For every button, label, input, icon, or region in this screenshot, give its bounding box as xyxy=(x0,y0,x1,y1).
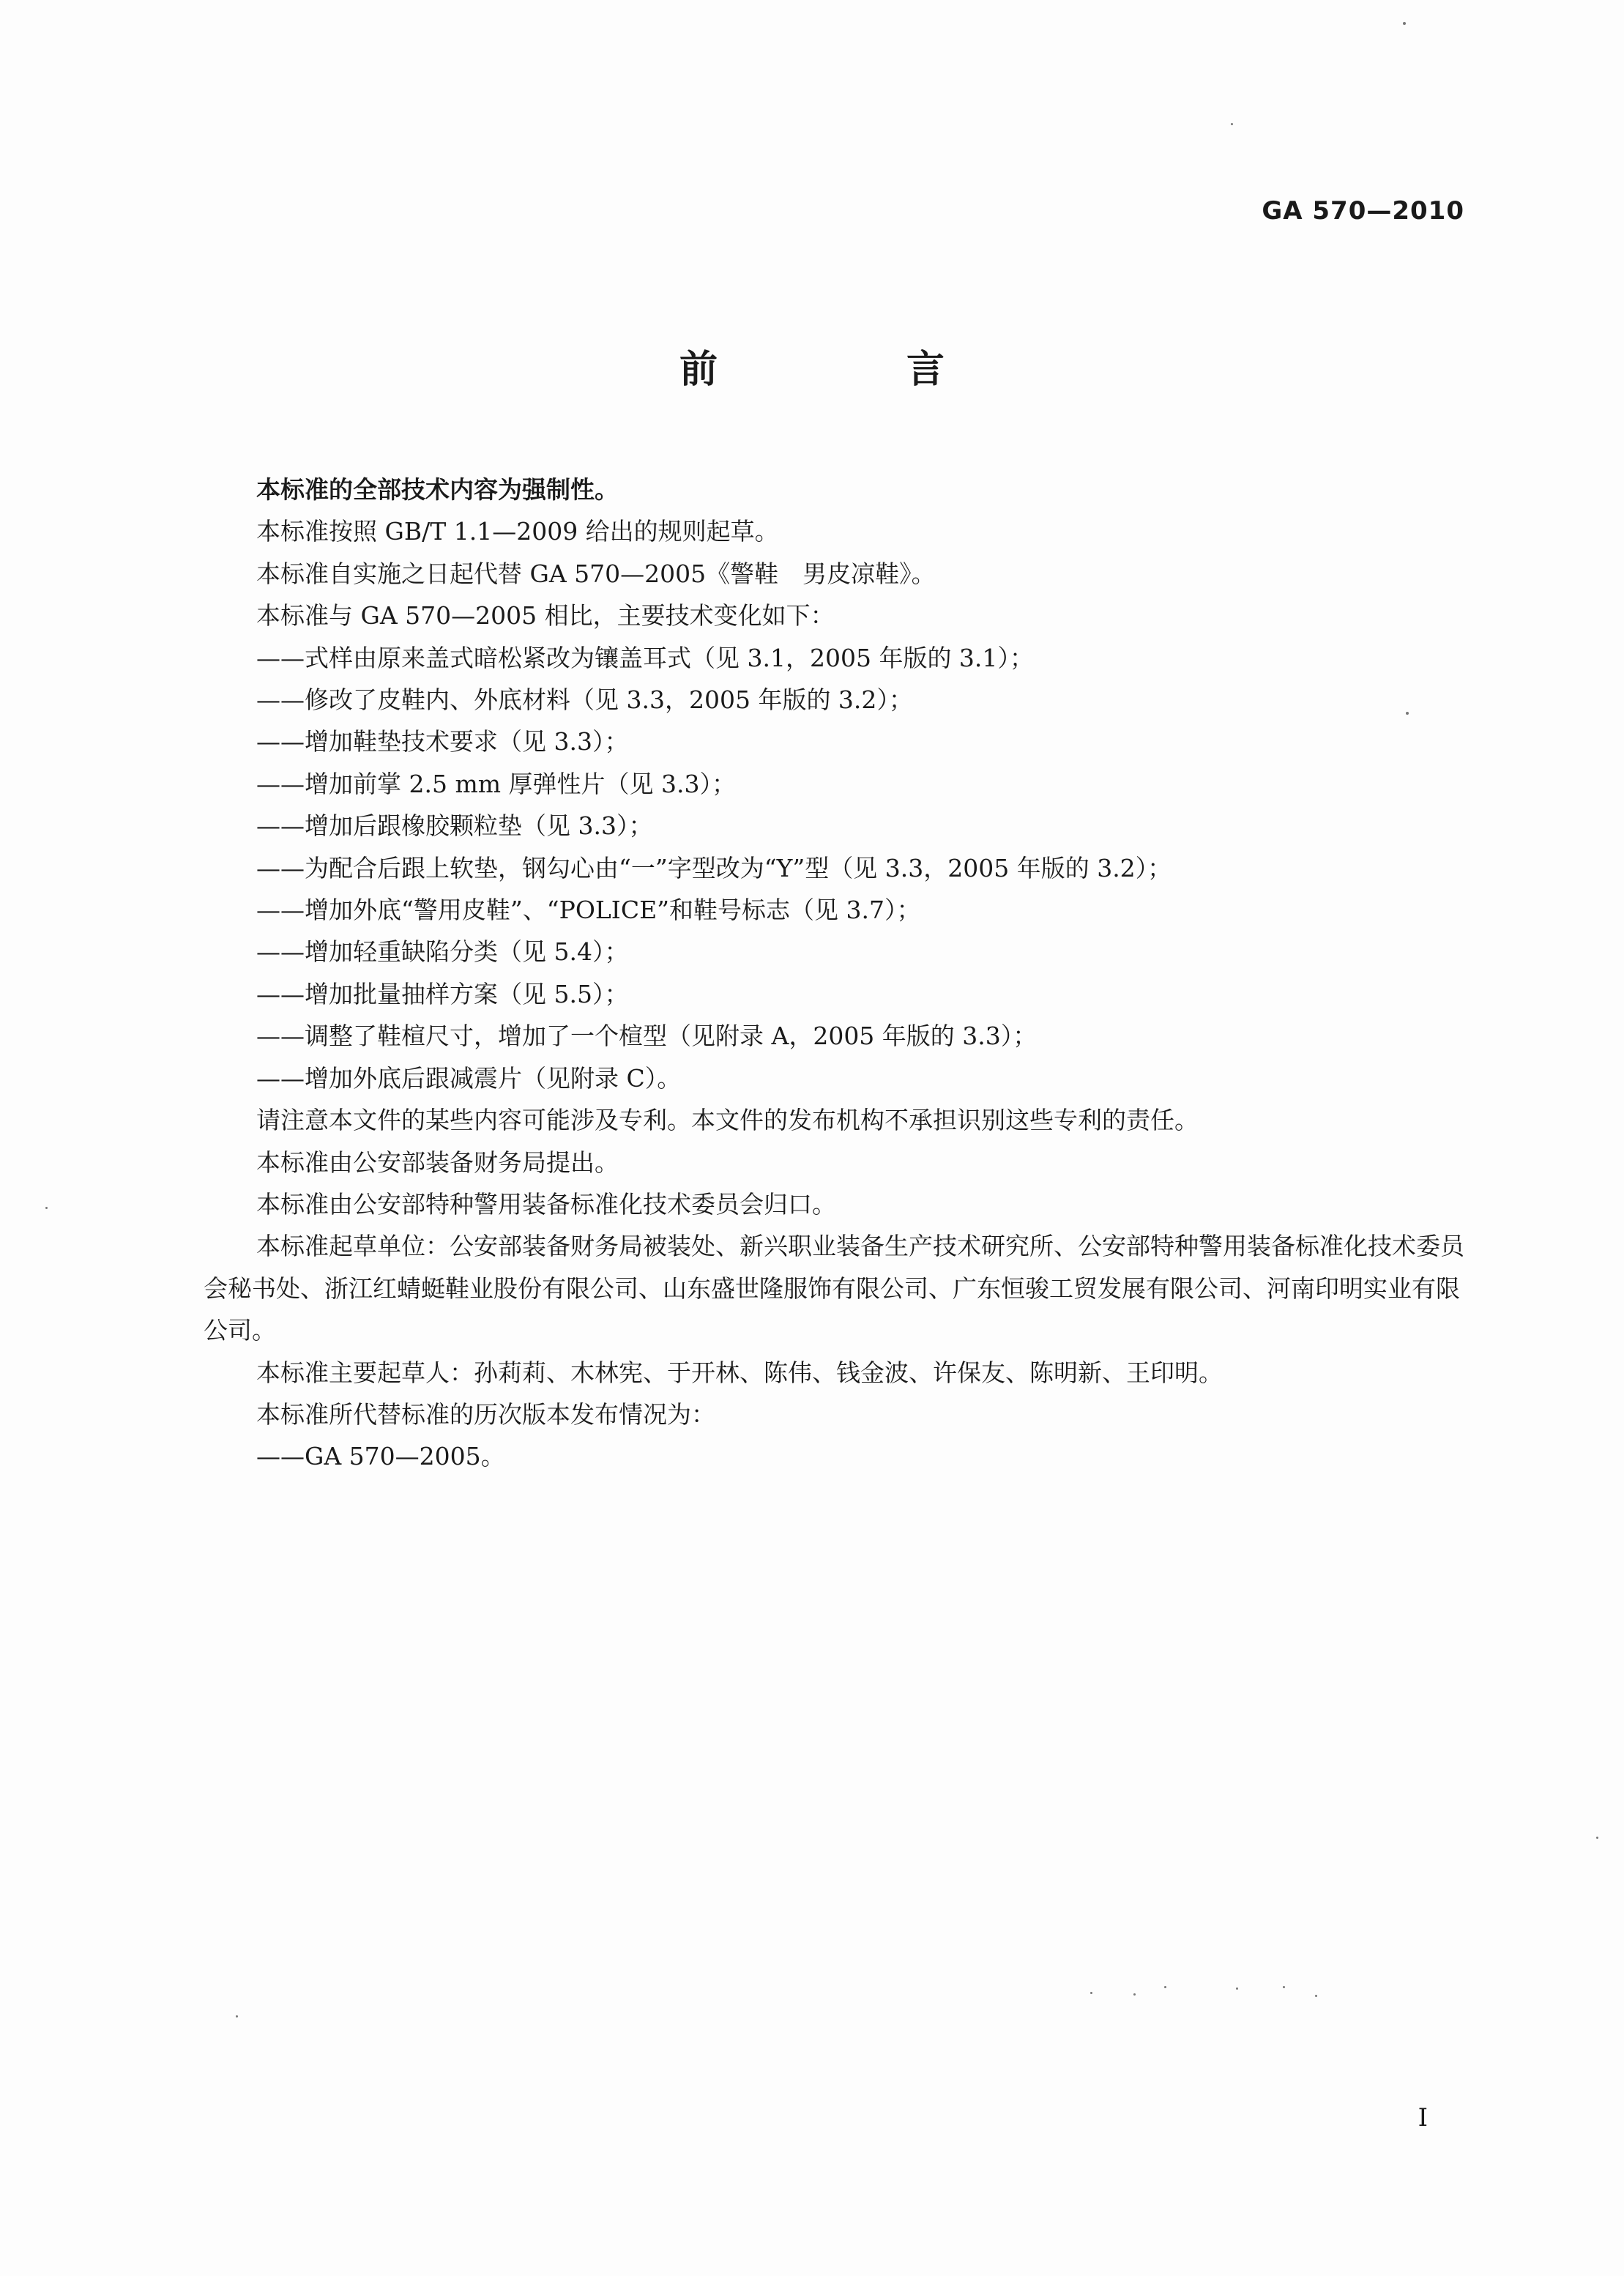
page-number: I xyxy=(1418,2103,1428,2132)
change-list-item: ——调整了鞋楦尺寸，增加了一个楦型（见附录 A，2005 年版的 3.3）； xyxy=(256,1022,1038,1051)
paragraph: 本标准所代替标准的历次版本发布情况为： xyxy=(256,1399,715,1429)
change-list-item: ——修改了皮鞋内、外底材料（见 3.3，2005 年版的 3.2）； xyxy=(256,685,913,715)
change-list-item: ——增加批量抽样方案（见 5.5）； xyxy=(256,979,629,1008)
paragraph: 本标准按照 GB/T 1.1—2009 给出的规则起草。 xyxy=(256,517,779,546)
paragraph: 本标准由公安部装备财务局提出。 xyxy=(256,1148,619,1177)
scan-speck xyxy=(1090,1992,1092,1994)
paragraph: 本标准自实施之日起代替 GA 570—2005《警鞋 男皮凉鞋》。 xyxy=(256,559,936,588)
scan-speck xyxy=(1283,1986,1285,1988)
paragraph: 本标准起草单位：公安部装备财务局被装处、新兴职业装备生产技术研究所、公安部特种警用装备标准化技术委员会秘书处、浙江红蜻蜓鞋业股份有限公司、山东盛世隆服饰有限公司、广东恒骏工贸发展有限公司、河南印明实业有限公司。 xyxy=(204,1232,1464,1345)
scan-speck xyxy=(1596,1837,1598,1839)
change-list-item: ——增加后跟橡胶颗粒垫（见 3.3）； xyxy=(256,811,653,841)
scan-speck xyxy=(1403,22,1406,25)
change-list-item: ——增加外底“警用皮鞋”、“POLICE”和鞋号标志（见 3.7）； xyxy=(256,896,921,925)
change-list-item: ——增加轻重缺陷分类（见 5.4）； xyxy=(256,937,629,967)
paragraph: 本标准的全部技术内容为强制性。 xyxy=(256,475,619,504)
foreword-body xyxy=(204,469,1464,1478)
scan-speck xyxy=(45,1207,48,1209)
paragraph: 请注意本文件的某些内容可能涉及专利。本文件的发布机构不承担识别这些专利的责任。 xyxy=(256,1106,1199,1135)
scan-speck xyxy=(1406,712,1409,715)
scan-speck xyxy=(236,2015,238,2017)
scan-speck xyxy=(1133,1993,1136,1996)
change-list-item: ——GA 570—2005。 xyxy=(256,1442,505,1471)
paragraph: 本标准由公安部特种警用装备标准化技术委员会归口。 xyxy=(256,1189,836,1219)
paragraph: 本标准与 GA 570—2005 相比，主要技术变化如下： xyxy=(256,601,835,631)
change-list-item: ——式样由原来盖式暗松紧改为镶盖耳式（见 3.1，2005 年版的 3.1）； xyxy=(256,643,1034,672)
page-title: 前 言 xyxy=(679,348,1033,392)
change-list-item: ——为配合后跟上软垫，钢勾心由“一”字型改为“Y”型（见 3.3，2005 年版的 3.2）； xyxy=(256,853,1172,882)
standard-number: GA 570—2010 xyxy=(1262,196,1464,226)
paragraph: 本标准主要起草人：孙莉莉、木林宪、于开林、陈伟、钱金波、许保友、陈明新、王印明。 xyxy=(256,1358,1223,1387)
change-list-item: ——增加鞋垫技术要求（见 3.3）； xyxy=(256,727,629,756)
change-list-item: ——增加外底后跟减震片（见附录 C）。 xyxy=(256,1063,682,1093)
scan-speck xyxy=(1231,123,1233,125)
change-list-item: ——增加前掌 2.5 mm 厚弹性片（见 3.3）； xyxy=(256,769,737,798)
scan-speck xyxy=(1315,1995,1317,1997)
scan-speck xyxy=(1164,1986,1166,1988)
scan-speck xyxy=(1236,1987,1238,1990)
